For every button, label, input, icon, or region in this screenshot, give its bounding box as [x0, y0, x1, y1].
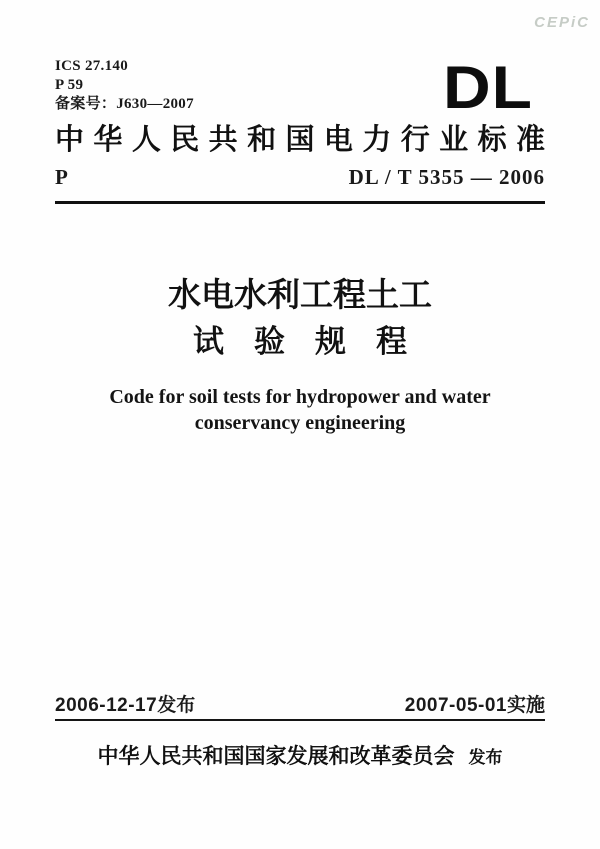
- cepic-watermark: CEPiC: [534, 14, 590, 31]
- title-english-line1: Code for soil tests for hydropower and water: [109, 386, 491, 408]
- issue-label: 发布: [157, 695, 196, 716]
- issue-date: 2006-12-17: [55, 695, 158, 716]
- footer-rule: [55, 719, 545, 721]
- record-number: 备案号：J630—2007: [55, 96, 194, 112]
- header-rule: [55, 201, 545, 204]
- dl-logo: DL: [443, 52, 533, 122]
- ics-code: ICS 27.140: [55, 58, 129, 74]
- dates-row: [55, 694, 545, 718]
- class-row: [55, 165, 545, 190]
- publisher-row: [55, 744, 545, 771]
- issue-date-group: [55, 694, 195, 718]
- page-content: [55, 0, 545, 849]
- effective-date-group: [405, 694, 545, 718]
- effective-date: 2007-05-01: [404, 695, 507, 716]
- title-english: [55, 384, 545, 436]
- effective-label: 实施: [506, 695, 545, 716]
- standard-number: DL / T 5355 — 2006: [348, 165, 545, 189]
- title-chinese-line1: 水电水利工程土工: [168, 276, 432, 313]
- title-english-line2: conservancy engineering: [194, 412, 406, 434]
- publisher-name: 中华人民共和国国家发展和改革委员会: [97, 745, 455, 768]
- standard-series-title: 中华人民共和国电力行业标准: [55, 124, 545, 156]
- classification-code: P 59: [55, 77, 84, 93]
- publish-label: 发布: [468, 748, 503, 767]
- doc-class: P: [55, 165, 68, 189]
- title-chinese-line2: 试验规程: [193, 324, 437, 359]
